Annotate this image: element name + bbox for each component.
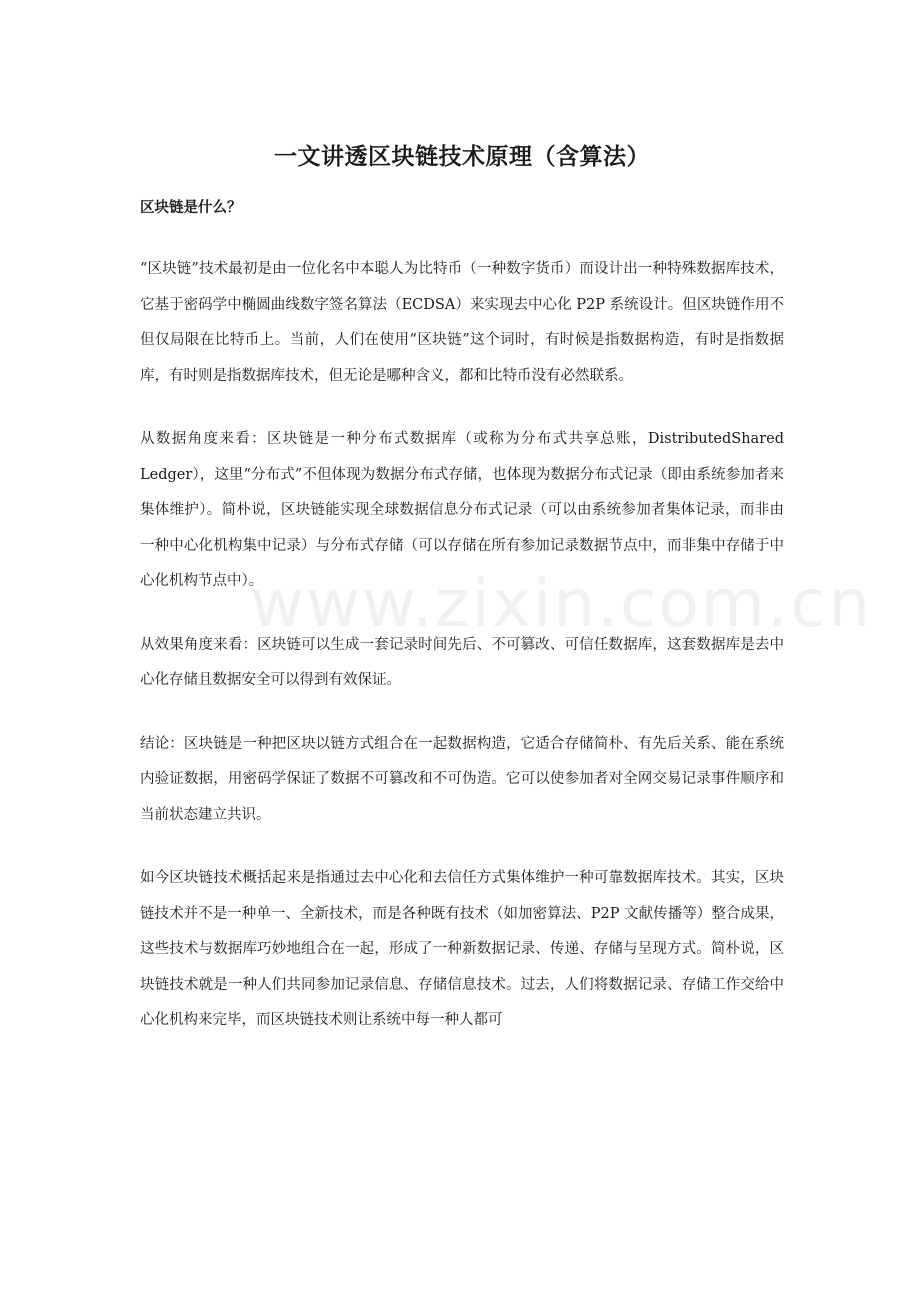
document-title: 一文讲透区块链技术原理（含算法）	[274, 143, 650, 170]
paragraph-conclusion: 结论：区块链是一种把区块以链方式组合在一起数据构造，它适合存储简朴、有先后关系、能在系统内验证数据，用密码学保证了数据不可篡改和不可伪造。它可以使参加者对全网交易记录事件顺序和当前状态建立共识。	[140, 735, 784, 823]
watermark: www.zixin.com.cn	[250, 565, 873, 642]
paragraph-intro: “区块链”技术最初是由一位化名中本聪人为比特币（一种数字货币）而设计出一种特殊数据库技术，它基于密码学中椭圆曲线数字签名算法（ECDSA）来实现去中心化 P2P 系统设计。但区块链作用不但仅局限在比特币上。当前，人们在使用“区块链”这个词时，有时候是指数据构造，有时是指数据库，有时则是指数据库技术，但无论是哪种含义，都和比特币没有必然联系。	[140, 261, 784, 384]
section-heading: 区块链是什么？	[140, 199, 242, 216]
paragraph-effect-perspective: 从效果角度来看：区块链可以生成一套记录时间先后、不可篡改、可信任数据库，这套数据库是去中心化存储且数据安全可以得到有效保证。	[140, 636, 784, 688]
paragraph-technology-summary: 如今区块链技术概括起来是指通过去中心化和去信任方式集体维护一种可靠数据库技术。其实，区块链技术并不是一种单一、全新技术，而是各种既有技术（如加密算法、P2P 文献传播等）整合成果，这些技术与数据库巧妙地组合在一起，形成了一种新数据记录、传递、存储与呈现方式。简朴说，区块链技术就是一种人们共同参加记录信息、存储信息技术。过去，人们将数据记录、存储工作交给中心化机构来完毕，而区块链技术则让系统中每一种人都可	[140, 870, 784, 1028]
document-body	[140, 140, 784, 1039]
paragraph-data-perspective: 从数据角度来看：区块链是一种分布式数据库（或称为分布式共享总账，DistributedShared Ledger），这里“分布式”不但体现为数据分布式存储，也体现为数据分布式记录（即由系统参加者来集体维护）。简朴说，区块链能实现全球数据信息分布式记录（可以由系统参加者集体记录，而非由一种中心化机构集中记录）与分布式存储（可以存储在所有参加记录数据节点中，而非集中存储于中心化机构节点中）。	[140, 431, 784, 589]
